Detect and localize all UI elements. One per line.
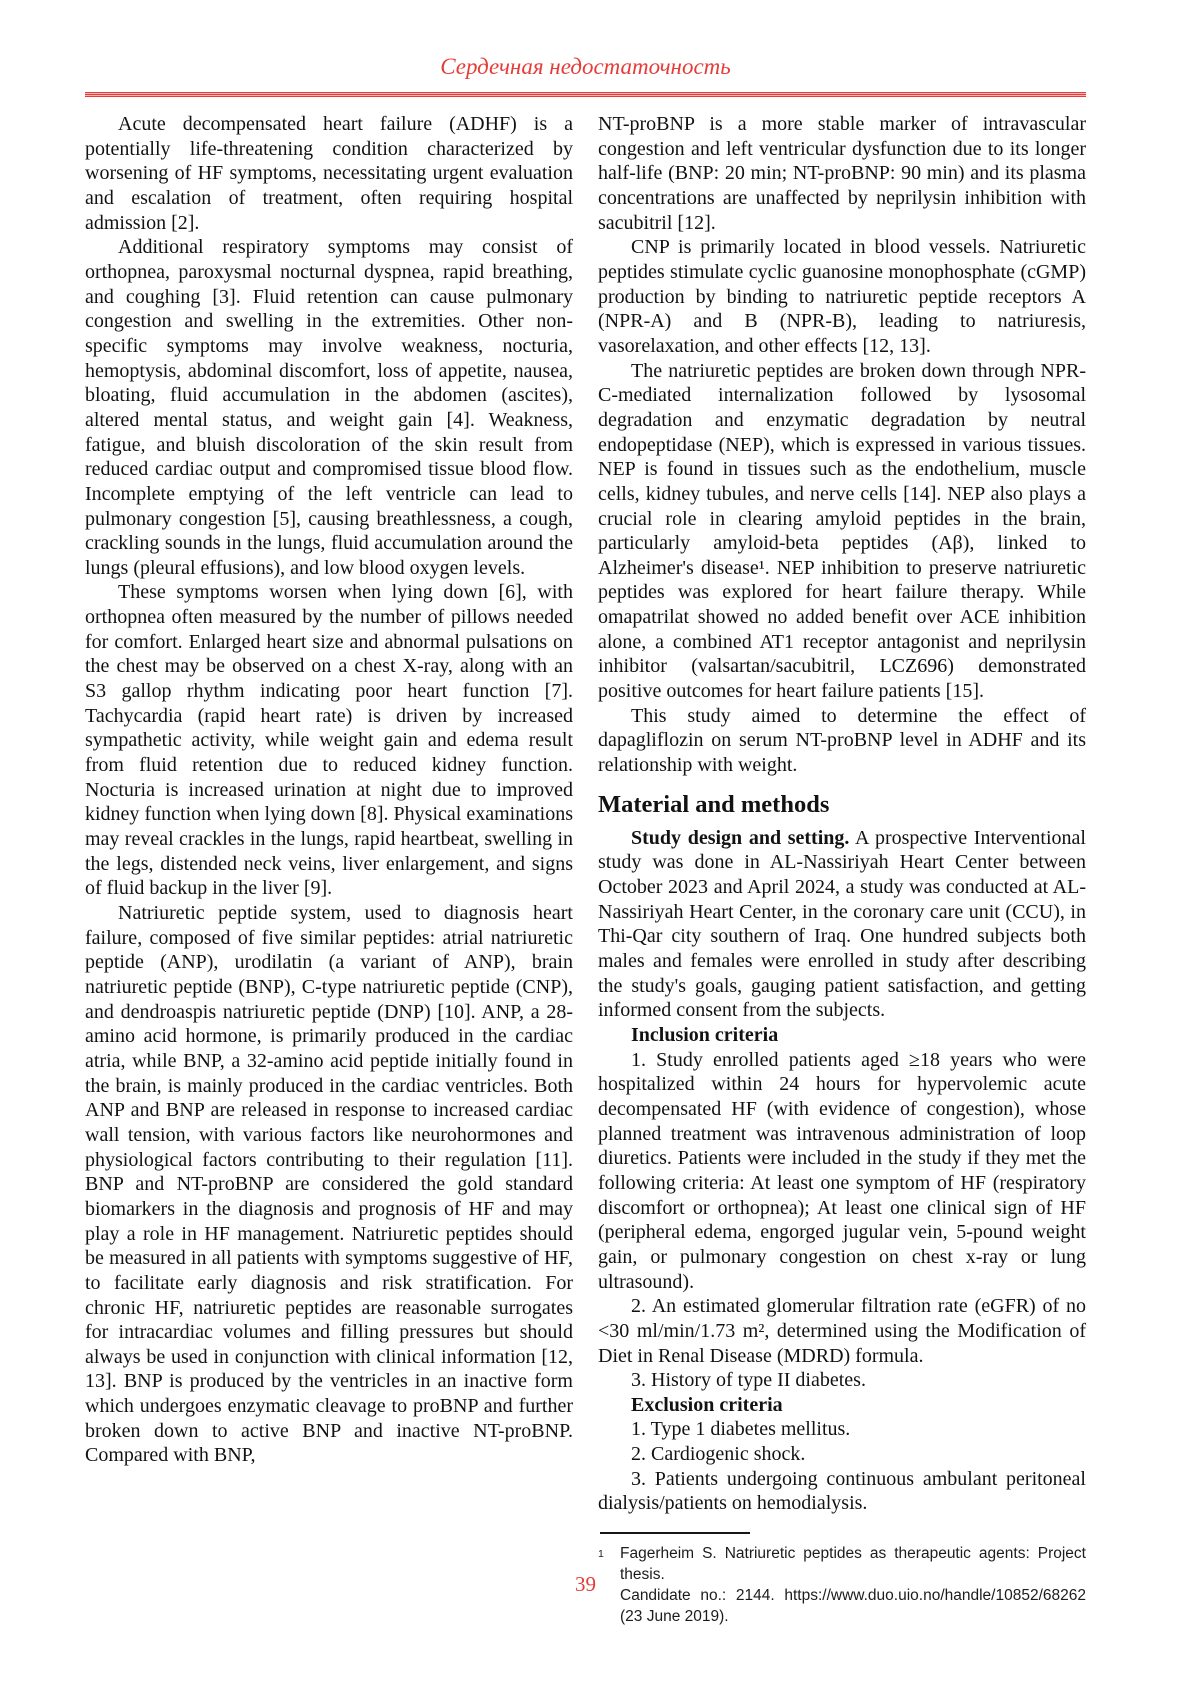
header-double-rule	[85, 92, 1086, 97]
two-column-body	[85, 112, 1200, 1627]
paragraph-continuation: NT-proBNP is a more stable marker of intravascular congestion and left ventricular dysfunction due to its longer half-life (BNP: 20 min; NT-proBNP: 90 min) and its plasma concentrations are unaffected by neprilysin inhibition with sacubitril [12].	[598, 113, 1086, 234]
footnote-separator-rule	[600, 1532, 750, 1534]
exclusion-item: 1. Type 1 diabetes mellitus.	[631, 1418, 851, 1441]
inclusion-item: 3. History of type II diabetes.	[631, 1369, 866, 1392]
inclusion-criteria-heading: Inclusion criteria	[631, 1023, 779, 1046]
exclusion-criteria-heading: Exclusion criteria	[631, 1393, 783, 1416]
study-design-paragraph	[598, 826, 1086, 1023]
inclusion-item: 2. An estimated glomerular filtration rate (eGFR) of no <30 ml/min/1.73 m², determined using the Modification of Diet in Renal Disease (MDRD) formula.	[598, 1295, 1086, 1367]
paragraph: These symptoms worsen when lying down [6], with orthopnea often measured by the number of pillows needed for comfort. Enlarged heart size and abnormal pulsations on the chest may be observed on a chest X-ray, along with an S3 gallop rhythm indicating poor heart function [7]. Tachycardia (rapid heart rate) is driven by increased sympathetic activity, while weight gain and edema result from fluid retention due to reduced kidney function. Nocturia is increased urination at night due to improved kidney function when lying down [8]. Physical examinations may reveal crackles in the lungs, rapid heartbeat, swelling in the legs, distended neck veins, liver enlargement, and signs of fluid backup in the liver [9].	[85, 581, 573, 900]
paragraph: Additional respiratory symptoms may consist of orthopnea, paroxysmal nocturnal dyspnea, rapid breathing, and coughing [3]. Fluid retention can cause pulmonary congestion and swelling in the extremities. Other non-specific symptoms may involve weakness, nocturia, hemoptysis, abdominal discomfort, loss of appetite, nausea, bloating, fluid accumulation in the abdomen (ascites), altered mental status, and weight gain [4]. Weakness, fatigue, and bluish discoloration of the skin result from reduced cardiac output and compromised tissue blood flow. Incomplete emptying of the left ventricle can lead to pulmonary congestion [5], causing breathlessness, a cough, crackling sounds in the lungs, fluid accumulation around the lungs (pleural effusions), and low blood oxygen levels.	[85, 236, 573, 579]
footnote-line: (23 June 2019).	[620, 1608, 729, 1626]
inclusion-item: 1. Study enrolled patients aged ≥18 years who were hospitalized within 24 hours for hypervolemic acute decompensated HF (with evidence of congestion), whose planned treatment was intravenous administration of loop diuretics. Patients were included in the study if they met the following criteria: At least one symptom of HF (respiratory discomfort or orthopnea); At least one clinical sign of HF (peripheral edema, engorged jugular vein, 5-pound weight gain, or pulmonary congestion on chest x-ray or lung ultrasound).	[598, 1048, 1086, 1293]
footnote-line: Fagerheim S. Natriuretic peptides as therapeutic agents: Project thesis.	[620, 1545, 1086, 1584]
footnote-line: Candidate no.: 2144. https://www.duo.uio.no/handle/10852/68262	[620, 1587, 1086, 1605]
section-heading-material-and-methods: Material and methods	[598, 790, 830, 818]
study-design-text: A prospective Interventional study was done in AL-Nassiriyah Heart Center between October 2023 and April 2024, a study was conducted at AL-Nassiriyah Heart Center, in the coronary care unit (CCU), in Thi-Qar city southern of Iraq. One hundred subjects both males and females were enrolled in study after describing the study's goals, gauging patient satisfaction, and getting informed consent from the subjects.	[598, 826, 1086, 1022]
paragraph: This study aimed to determine the effect of dapagliflozin on serum NT-proBNP level in ADHF and its relationship with weight.	[598, 704, 1086, 777]
study-design-run-in-heading: Study design and setting.	[631, 826, 850, 849]
page-number: 39	[575, 1572, 596, 1596]
right-column	[598, 112, 1086, 1627]
paragraph: Acute decompensated heart failure (ADHF) is a potentially life-threatening condition characterized by worsening of HF symptoms, necessitating urgent evaluation and escalation of treatment, often requiring hospital admission [2].	[85, 113, 573, 234]
paragraph: The natriuretic peptides are broken down through NPR-C-mediated internalization followed by lysosomal degradation and enzymatic degradation by neutral endopeptidase (NEP), which is expressed in various tissues. NEP is found in tissues such as the endothelium, muscle cells, kidney tubules, and nerve cells [14]. NEP also plays a crucial role in clearing amyloid peptides in the brain, particularly amyloid-beta peptides (Aβ), linked to Alzheimer's disease¹. NEP inhibition to preserve natriuretic peptides was explored for heart failure therapy. While omapatrilat showed no added benefit over ACE inhibition alone, a combined AT1 receptor antagonist and neprilysin inhibitor (valsartan/sacubitril, LCZ696) demonstrated positive outcomes for heart failure patients [15].	[598, 359, 1086, 703]
paragraph: CNP is primarily located in blood vessels. Natriuretic peptides stimulate cyclic guanosine monophosphate (cGMP) production by binding to natriuretic peptide receptors A (NPR-A) and B (NPR-B), leading to natriuresis, vasorelaxation, and other effects [12, 13].	[598, 236, 1086, 357]
footnote-marker: 1	[598, 1548, 604, 1561]
left-column	[85, 112, 573, 1627]
journal-running-head: Сердечная недостаточность	[440, 54, 731, 79]
paragraph: Natriuretic peptide system, used to diagnosis heart failure, composed of five similar peptides: atrial natriuretic peptide (ANP), urodilatin (a variant of ANP), brain natriuretic peptide (BNP), C-type natriuretic peptide (CNP), and dendroaspis natriuretic peptide (DNP) [10]. ANP, a 28-amino acid hormone, is primarily produced in the cardiac atria, while BNP, a 32-amino acid peptide initially found in the brain, is mainly produced in the cardiac ventricles. Both ANP and BNP are released in response to increased cardiac wall tension, with various factors like neurohormones and physiological factors contributing to their regulation [11]. BNP and NT-proBNP are considered the gold standard biomarkers in the diagnosis and prognosis of HF and may play a role in HF management. Natriuretic peptides should be measured in all patients with symptoms suggestive of HF, to facilitate early diagnosis and risk stratification. For chronic HF, natriuretic peptides are reasonable surrogates for intracardiac volumes and filling pressures but should always be used in conjunction with clinical information [12, 13]. BNP is produced by the ventricles in an inactive form which undergoes enzymatic cleavage to proBNP and further broken down to active BNP and inactive NT-proBNP. Compared with BNP,	[85, 902, 573, 1467]
exclusion-item: 2. Cardiogenic shock.	[631, 1443, 806, 1466]
exclusion-item: 3. Patients undergoing continuous ambulant peritoneal dialysis/patients on hemodialysis.	[598, 1467, 1086, 1515]
